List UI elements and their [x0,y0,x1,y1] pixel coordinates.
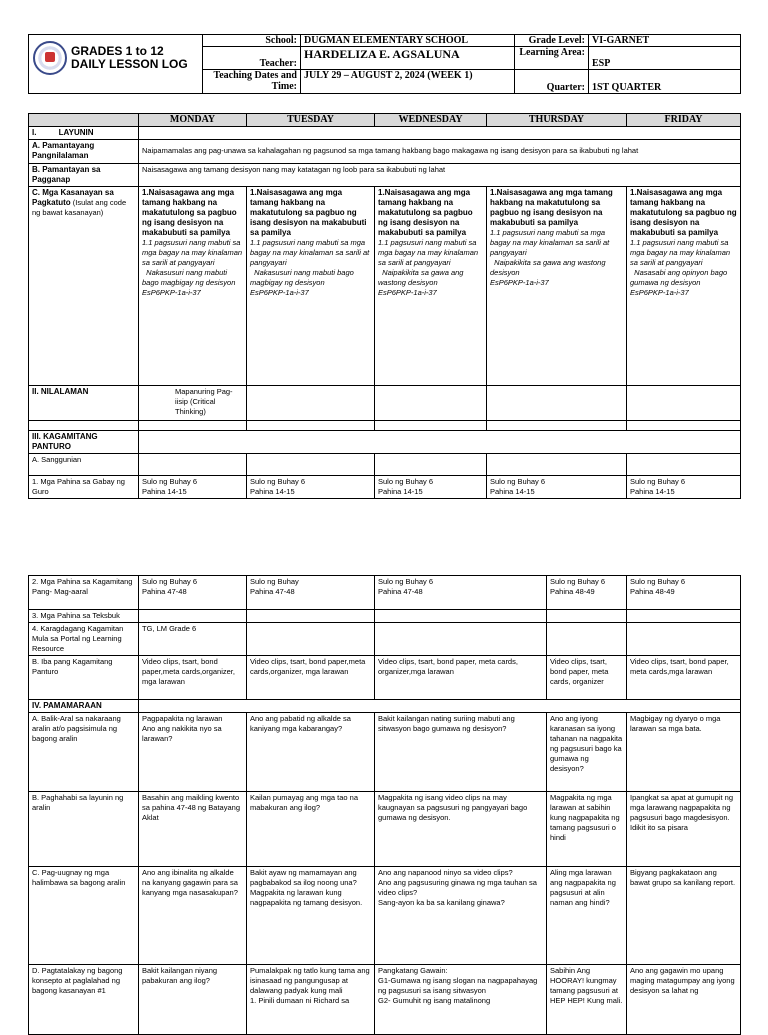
pamantayang-text: Naipamamalas ang pag-unawa sa kahalagahan ng pagsunod sa mga tamang hakbang bago makagawa ng isang desisyon para sa ikabubuti ng lahat [139,140,741,164]
quarter-label: Quarter: [515,70,589,94]
pagganap-text: Naisasagawa ang tamang desisyon nang may katatagan ng loob para sa ikabubuti ng lahat [139,164,741,187]
kagamitan-label: III. KAGAMITANG PANTURO [29,431,139,454]
row-cell: Sulo ng Buhay 6 Pahina 47-48 [139,576,247,610]
proc-cell: Ipangkat sa apat at gumupit ng mga larawang nagpapakita ng pagsusuri bago magdesisyon. Idikit ito sa pisara [627,792,741,867]
teacher-label: Teacher: [203,47,301,70]
quarter-value: 1ST QUARTER [589,70,741,94]
deped-seal-icon [33,41,67,75]
grade-value: VI-GARNET [589,35,741,47]
row-cell: Video clips, tsart, bond paper,meta cards,organizer, mga larawan [247,656,375,700]
proc-cell: Ano ang pabatid ng alkalde sa kaniyang mga kabarangay? [247,713,375,792]
layunin-heading: I. LAYUNIN [29,127,139,140]
row-label: 4. Karagdagang Kagamitan Mula sa Portal ng Learning Resource [29,623,139,656]
row-cell: Sulo ng Buhay Pahina 47-48 [247,576,375,610]
row-cell: Video clips, tsart, bond paper, meta cards, organizer,mga larawan [375,656,547,700]
row-cell: Video clips, tsart, bond paper, meta cards,mga larawan [627,656,741,700]
title-line1: GRADES 1 to 12 [71,44,164,58]
guro-cell: Sulo ng Buhay 6 Pahina 14-15 [247,476,375,499]
day-tuesday: TUESDAY [247,114,375,127]
kasanayan-code: EsP6PKP-1a-i-37 [490,278,549,287]
nilalaman-label: II. NILALAMAN [29,386,139,421]
kasanayan-label: C. Mga Kasanayan sa Pagkatuto [32,188,114,207]
guro-cell: Sulo ng Buhay 6 Pahina 14-15 [627,476,741,499]
day-thursday: THURSDAY [487,114,627,127]
row-cell: Sulo ng Buhay 6 Pahina 48-49 [627,576,741,610]
kasanayan-code: EsP6PKP-1a-i-37 [378,288,437,297]
sanggunian-label: A. Sanggunian [29,454,139,476]
pagganap-label: B. Pamantayan sa Pagganap [29,164,139,187]
kasanayan-cell [139,187,247,386]
proc-label: D. Pagtatalakay ng bagong konsepto at paglalahad ng bagong kasanayan #1 [29,965,139,1035]
school-label: School: [203,35,301,47]
proc-cell: Pagpapakita ng larawan Ano ang nakikita nyo sa larawan? [139,713,247,792]
kasanayan-note: (Isulat ang code ng bawat kasanayan) [32,198,127,217]
proc-cell: Magpakita ng isang video clips na may kaugnayan sa pagsusuri ng pangyayari bago gumawa ng desisyon. [375,792,547,867]
title-line2: DAILY LESSON LOG [71,57,188,71]
proc-label: B. Paghahabi sa layunin ng aralin [29,792,139,867]
kasanayan-code: EsP6PKP-1a-i-37 [250,288,309,297]
proc-label: A. Balik-Aral sa nakaraang aralin at/o pagsisimula ng bagong aralin [29,713,139,792]
area-value: ESP [589,47,741,70]
guro-label: 1. Mga Pahina sa Gabay ng Guro [29,476,139,499]
kasanayan-sub2: Nakasusuri nang mabuti bago magbigay ng desisyon [250,268,356,287]
kasanayan-cell [375,187,487,386]
proc-label: C. Pag-uugnay ng mga halimbawa sa bagong aralin [29,867,139,965]
logo-cell [29,35,203,94]
kasanayan-bold: 1.Naisasagawa ang mga tamang hakbang na makatutulong sa pagbuo ng isang desisyon na makabubuti sa pamilya [142,188,237,237]
row-cell: Video clips, tsart, bond paper, meta cards, organizer [547,656,627,700]
row-cell: Video clips, tsart, bond paper,meta cards,organizer, mga larawan [139,656,247,700]
guro-cell: Sulo ng Buhay 6 Pahina 14-15 [139,476,247,499]
proc-cell: Bakit ayaw ng mamamayan ang pagbabakod sa ilog noong una? Magpakita ng larawan kung nagpapakita ng tamang desisyon. [247,867,375,965]
day-monday: MONDAY [139,114,247,127]
kasanayan-bold: 1.Naisasagawa ang mga tamang hakbang na makatutulong sa pagbuo ng isang desisyon na makabubuti sa pamilya [490,188,613,227]
proc-cell: Bakit kailangan niyang pabakuran ang ilog? [139,965,247,1035]
dates-value: JULY 29 – AUGUST 2, 2024 (WEEK 1) [301,70,515,94]
pamantayang-label: A. Pamantayang Pangnilalaman [29,140,139,164]
kasanayan-sub: 1.1 pagsusuri nang mabuti sa mga bagay na may kinalaman sa sarili at pangyayari [630,238,731,267]
kasanayan-sub2: Nasasabi ang opinyon bago gumawa ng desisyon [630,268,730,287]
proc-cell: Magbigay ng dyaryo o mga larawan sa mga bata. [627,713,741,792]
kasanayan-code: EsP6PKP-1a-i-37 [630,288,689,297]
teacher-value: HARDELIZA E. AGSALUNA [301,47,515,70]
guro-cell: Sulo ng Buhay 6 Pahina 14-15 [487,476,627,499]
proc-cell: Sabihin Ang HOORAY! kungmay tamang pagsusuri at HEP HEP! Kung mali. [547,965,627,1035]
day-friday: FRIDAY [627,114,741,127]
kasanayan-sub: 1.1 pagsusuri nang mabuti sa mga bagay na may kinalaman sa sarili at pangyayari [250,238,370,267]
proc-cell: Basahin ang maikling kwento sa pahina 47-48 ng Batayang Aklat [139,792,247,867]
kasanayan-sub2: Nakasusuri nang mabuti bago magbigay ng desisyon [142,268,236,287]
row-cell: Sulo ng Buhay 6 Pahina 47-48 [375,576,547,610]
proc-cell: Bigyang pagkakataon ang bawat grupo sa kanilang report. [627,867,741,965]
proc-cell: Ano ang ibinalita ng alkalde na kanyang gagawin para sa kanyang mga nasasakupan? [139,867,247,965]
kasanayan-sub: 1.1 pagsusuri nang mabuti sa mga bagay na may kinalaman sa sarili at pangyayari [378,238,479,267]
header-table [28,34,741,94]
proc-cell: Ano ang gagawin mo upang maging matagumpay ang iyong desisyon sa lahat ng [627,965,741,1035]
kasanayan-sub: 1.1 pagsusuri nang mabuti sa mga bagay na may kinalaman sa sarili at pangyayari [490,228,610,257]
proc-cell: Magpakita ng mga larawan at sabihin kung nagpapakita ng tamang pagsusuri o hindi [547,792,627,867]
kasanayan-cell [487,187,627,386]
proc-cell: Ano ang napanood ninyo sa video clips? Ano ang pagsusuring ginawa ng mga tauhan sa video clips? Sang-ayon ka ba sa kanilang ginawa? [375,867,547,965]
lesson-table-part1 [28,113,741,499]
proc-cell: Bakit kailangan nating suriing mabuti ang sitwasyon bago gumawa ng desisyon? [375,713,547,792]
kasanayan-sub2: Naipakikita sa gawa ang wastong desisyon [378,268,466,287]
grade-label: Grade Level: [515,35,589,47]
kasanayan-code: EsP6PKP-1a-i-37 [142,288,201,297]
area-label: Learning Area: [515,47,589,70]
pamamaraan-label: IV. PAMAMARAAN [29,700,139,713]
nilalaman-text: Mapanuring Pag-iisip (Critical Thinking) [139,386,247,421]
proc-cell: Pangkatang Gawain: G1-Gumawa ng isang slogan na nagpapahayag ng pagsusuri sa isang sitwasyon G2- Gumuhit ng isang matalinong [375,965,547,1035]
row-label: 2. Mga Pahina sa Kagamitang Pang- Mag-aaral [29,576,139,610]
row-cell: TG, LM Grade 6 [139,623,247,656]
lesson-table-part2 [28,575,741,1035]
kasanayan-bold: 1.Naisasagawa ang mga tamang hakbang na makatutulong sa pagbuo ng isang desisyon na makabubuti sa pamilya [378,188,473,237]
kasanayan-bold: 1.Naisasagawa ang mga tamang hakbang na makatutulong sa pagbuo ng isang desisyon na makabubuti sa pamilya [630,188,737,237]
proc-cell: Pumalakpak ng tatlo kung tama ang isinasaad ng pangungusap at dalawang padyak kung mali 1. Pinili dumaan ni Richard sa [247,965,375,1035]
proc-cell: Kailan pumayag ang mga tao na mabakuran ang ilog? [247,792,375,867]
kasanayan-bold: 1.Naisasagawa ang mga tamang hakbang na makatutulong sa pagbuo ng isang desisyon na makabubuti sa pamilya [250,188,367,237]
kasanayan-sub: 1.1 pagsusuri nang mabuti sa mga bagay na may kinalaman sa sarili at pangyayari [142,238,243,267]
row-label: 3. Mga Pahina sa Teksbuk [29,610,139,623]
corner-cell [29,114,139,127]
kasanayan-cell [247,187,375,386]
row-cell: Sulo ng Buhay 6 Pahina 48-49 [547,576,627,610]
dates-label: Teaching Dates and Time: [203,70,301,94]
day-wednesday: WEDNESDAY [375,114,487,127]
guro-cell: Sulo ng Buhay 6 Pahina 14-15 [375,476,487,499]
proc-cell: Ano ang iyong karanasan sa iyong tahanan na nagpakita ng pagsusuri bago ka gumawa ng desisyon? [547,713,627,792]
kasanayan-label-cell [29,187,139,386]
school-value: DUGMAN ELEMENTARY SCHOOL [301,35,515,47]
kasanayan-sub2: Naipakikita sa gawa ang wastong desisyon [490,258,608,277]
row-label: B. Iba pang Kagamitang Panturo [29,656,139,700]
proc-cell: Aling mga larawan ang nagpapakita ng pagsusuri at alin naman ang hindi? [547,867,627,965]
kasanayan-cell [627,187,741,386]
